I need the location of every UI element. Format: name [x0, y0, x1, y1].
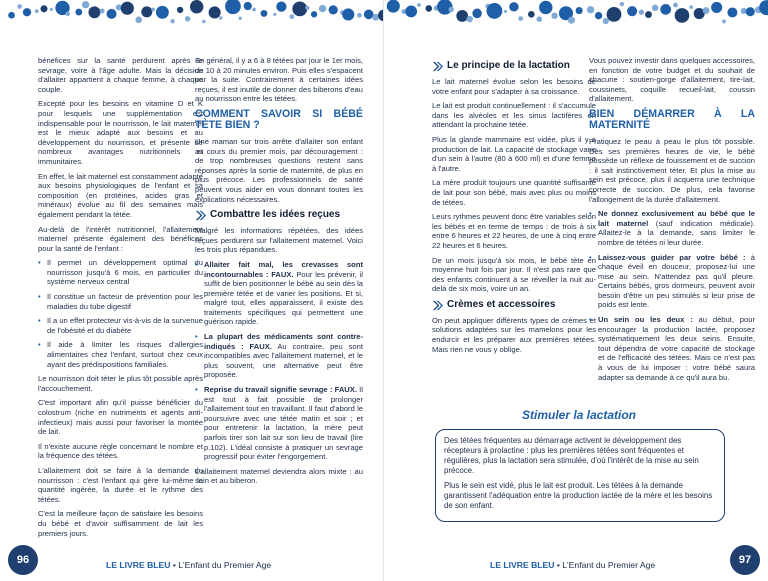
decorative-dot [486, 3, 502, 19]
list-item-text: (sauf indication médicale). Allaitez-le à la demande, sans limiter le nombre de tétées ni leur durée. [598, 218, 755, 247]
decorative-dot [82, 1, 89, 8]
paragraph: On peut appliquer différents types de crèmes et solutions adaptées sur les mamelons pour les endurcir et les préparer aux premières tétées. Mais rien ne vous y oblige. [432, 315, 596, 354]
decorative-dot [252, 8, 256, 12]
section-heading: COMMENT SAVOIR SI BÉBÉ TÈTE BIEN ? [195, 107, 363, 132]
list-item [589, 253, 755, 311]
decorative-dot [23, 8, 31, 16]
list-item [195, 385, 363, 462]
footer-brand: LE LIVRE BLEU [490, 560, 555, 570]
decorative-dot [528, 11, 535, 18]
decorative-dot [425, 5, 432, 12]
decorative-dot [727, 7, 737, 17]
decorative-dot [639, 9, 644, 14]
footer-brand: LE LIVRE BLEU [106, 560, 171, 570]
right-column-1 [432, 56, 596, 359]
list-item: • Il a un effet protecteur vis-à-vis de la survenue de l'obésité et du diabète [38, 316, 203, 335]
stimuler-paragraph-2: Plus le sein est vidé, plus le lait est produit. Les tétées à la demande garantissent l'adéquation entre la production lactée de la mère et les besoins de son enfant. [444, 481, 713, 510]
decorative-dot [121, 2, 134, 15]
paragraph: Pratiquez le peau à peau le plus tôt possible. Dès ses premières heures de vie, le bébé possède un réflexe de fouissement et de succion : il sait instinctivement téter. Et plus la mise au sein est précoce, plus il acquerra une technique correcte de succion. De plus, cela favorise l'allongement de la durée d'allaitement. [589, 136, 755, 204]
subsection-heading-text: Combattre les idées reçues [210, 209, 341, 221]
decorative-dot [185, 16, 190, 21]
decorative-dot [466, 16, 472, 22]
page-number-right: 97 [730, 545, 760, 575]
subsection-heading-text: Le principe de la lactation [447, 60, 570, 71]
decorative-dot [675, 8, 690, 23]
decorative-dot [518, 16, 523, 21]
decorative-dot [364, 10, 374, 20]
decorative-dot [576, 7, 583, 14]
left-column-2 [195, 56, 363, 491]
chevron-double-icon [432, 300, 443, 311]
list-item [589, 209, 755, 247]
decorative-dot [689, 5, 693, 9]
decorative-dot [417, 3, 421, 7]
footer-right [490, 560, 655, 571]
decorative-dot [209, 6, 221, 18]
stimuler-box [435, 429, 725, 522]
decorative-dot [449, 7, 454, 12]
paragraph: Une maman sur trois arrête d'allaiter son enfant au cours du premier mois, par découragement : de trop nombreuses questions restent sans réponses après la sortie de maternité, de plus en plus précoce. Les professionnels de santé peuvent vous aider en vous donnant toutes les explications nécessaires. [195, 136, 363, 204]
decorative-dot [652, 5, 658, 11]
decorative-dot [305, 6, 309, 10]
decorative-dot [75, 9, 82, 16]
decorative-dot [135, 17, 142, 24]
paragraph: L'allaitement maternel deviendra alors mixte : au sein et au biberon. [195, 466, 363, 486]
decorative-dot [170, 19, 174, 23]
dots-decoration-right [384, 0, 768, 28]
paragraph: Plus la glande mammaire est vidée, plus il y a production de lait. La capacité de stockage varie d'un sein à l'autre (80 à 600 ml) et d'une femme à l'autre. [432, 134, 596, 173]
paragraph: bénéfices sur la santé perdurent après le sevrage, voire à l'âge adulte. Mais la décision d'allaiter appartient à chaque femme, à chaque couple. [38, 56, 203, 94]
footer-title: L'Enfant du Premier Age [178, 560, 272, 570]
decorative-dot [88, 6, 100, 18]
paragraph: Le nourrisson doit téter le plus tôt possible après l'accouchement. [38, 374, 203, 393]
decorative-dot [261, 10, 268, 17]
subsection-heading-text: Crèmes et accessoires [447, 298, 556, 310]
decorative-dot [504, 10, 507, 13]
decorative-dot [537, 16, 543, 22]
decorative-dot [190, 0, 203, 13]
list-item-bold: Laissez-vous guider par votre bébé : [598, 252, 746, 262]
decorative-dot [65, 12, 70, 17]
footer-sep: • [554, 560, 563, 570]
paragraph: L'allaitement doit se faire à la demande du nourrisson : c'est l'enfant qui gère lui-même la quantité ingérée, la durée et le rythme des tétées. [38, 465, 203, 504]
decorative-dot [35, 9, 39, 13]
decorative-dot [107, 9, 117, 19]
dots-decoration-left [0, 0, 384, 28]
decorative-dot [357, 13, 362, 18]
decorative-dot [219, 16, 223, 20]
decorative-dot [40, 5, 47, 12]
decorative-dot [587, 6, 594, 13]
list-item-bold: Allaiter fait mal, les crevasses sont incontournables : FAUX. [204, 259, 363, 279]
decorative-dot [387, 0, 400, 13]
decorative-dot [660, 4, 671, 15]
paragraph: Le lait est produit continuellement : il s'accumule dans les alvéoles et les sinus lactifères en attendant la prochaine tétée. [432, 101, 596, 130]
decorative-dot [50, 8, 53, 11]
decorative-dot [627, 6, 637, 16]
list-item [589, 315, 755, 382]
decorative-dot [177, 7, 183, 13]
paragraph: En effet, le lait maternel est constamment adapté aux besoins physiologiques de l'enfant et sa composition (en protéines, acides gras et minéraux) évolue au fil des semaines mais également pendant la tétée. [38, 171, 203, 219]
decorative-dot [17, 4, 22, 9]
decorative-dot [539, 1, 552, 14]
list-item-text: à chaque éveil en douceur, proposez-lui une mise au sein. N'attendez pas qu'il pleure. Certains bébés, gros dormeurs, peuvent avoir besoin d'être un peu stimulés si leur prise de poids est lente. [598, 252, 755, 310]
decorative-dot [759, 0, 768, 15]
list-item-text: Au contraire, peu sont incompatibles avec l'allaitement maternel, et le plus souvent, une alternative peut être proposée. [204, 341, 363, 380]
decorative-dot [568, 17, 575, 24]
decorative-dot [156, 6, 169, 19]
paragraph: Il n'existe aucune règle concernant le nombre et la fréquence des tétées. [38, 441, 203, 461]
section-heading: BIEN DÉMARRER À LA MATERNITÉ [589, 107, 755, 132]
decorative-dot [711, 2, 722, 13]
decorative-dot [722, 20, 726, 24]
list-item-bold: Reprise du travail signifie sevrage : FAUX. [204, 385, 357, 395]
decorative-dot [551, 13, 557, 19]
right-page [384, 0, 768, 581]
decorative-dot [329, 5, 338, 14]
page-number-left: 96 [8, 545, 38, 575]
list-item [195, 332, 363, 380]
decorative-dot [276, 1, 286, 11]
decorative-dot [342, 8, 354, 20]
paragraph: De un mois jusqu'à six mois, le bébé tète en moyenne huit fois par jour. Il n'est pas rare que des enfants continuent à se réveiller la nuit au-delà de six mois, voire un an. [432, 255, 596, 294]
decorative-dot [595, 12, 602, 19]
decorative-dot [645, 11, 652, 18]
decorative-dot [405, 5, 417, 17]
decorative-dot [620, 2, 624, 6]
decorative-dot [456, 10, 468, 22]
footer-left [106, 560, 271, 571]
stimuler-paragraph-1: Des tétées fréquentes au démarrage activent le développement des récepteurs à prolactine : plus les premières tétées sont fréquentes et régulières, plus la lactation sera stimulée, d'où l'intérêt de la mise au sein précoce. [444, 436, 699, 475]
paragraph: Excepté pour les besoins en vitamine D et K pour lesquels une supplémentation est indispensable pour le nourrisson, le lait maternel est le mieux adapté aux besoins et au développement du nourrisson, et présente de nombreux avantages nutritionnels et immunitaires. [38, 99, 203, 166]
decorative-dot [746, 7, 755, 16]
list-item-text: Il est tout à fait possible de prolonger l'allaitement tout en travaillant. Il faut d'abord le poursuivre avec une tétée matin et soir ; et pour entretenir la lactation, la mère peut parfois tirer son lait sur son lieu de travail (lire p.102). L'idéal consiste à pratiquer un sevrage progressif pour éviter l'engorgement. [204, 385, 363, 462]
decorative-dot [311, 11, 317, 17]
decorative-dot [292, 1, 307, 16]
paragraph: Malgré les informations répétées, des idées reçues perdurent sur l'allaitement maternel. Voici les trois plus répandues. [195, 226, 363, 255]
decorative-dot [607, 7, 622, 22]
decorative-dot [244, 2, 252, 10]
list-item-text: au début, pour encourager la production lactée, proposez systématiquement les deux seins. Ensuite, tout dépendra de votre capacité de stockage et de l'efficacité des tétées. Mais ce n'est pas à vous de lui imposer : votre bébé saura adapter sa demande à ce qu'il aura bu. [598, 315, 756, 382]
chevron-double-icon [195, 210, 206, 221]
decorative-dot [319, 5, 326, 12]
footer-sep: • [170, 560, 179, 570]
decorative-dot [603, 18, 609, 24]
subsection-heading [195, 209, 363, 221]
list-item [195, 260, 363, 327]
subsection-heading [432, 299, 596, 311]
decorative-dot [100, 9, 105, 14]
right-column-2 [589, 56, 755, 387]
footer-title: L'Enfant du Premier Age [562, 560, 656, 570]
decorative-dot [673, 3, 678, 8]
decorative-dot [238, 17, 241, 20]
list-item: • Il constitue un facteur de prévention pour les maladies du tube digestif [38, 292, 203, 311]
decorative-dot [151, 8, 155, 12]
paragraph: C'est important afin qu'il puisse bénéficier du colostrum (riche en nutriments et agents anti-infectieux) mais aussi pour favoriser la montée de lait. [38, 398, 203, 437]
decorative-dot [273, 13, 276, 16]
decorative-dot [225, 0, 241, 14]
left-column-1 [38, 56, 203, 543]
paragraph: C'est la meilleure façon de satisfaire les besoins du bébé et d'avoir suffisamment de lait les premiers jours. [38, 509, 203, 538]
chevron-double-icon [432, 61, 443, 72]
paragraph: Le lait maternel évolue selon les besoins de votre enfant pour s'adapter à sa croissance. [432, 77, 596, 96]
list-item-bold: Ne donnez exclusivement au bébé que le lait maternel [598, 209, 755, 228]
paragraph: Vous pouvez investir dans quelques accessoires, en fonction de votre budget et du souhait de chacune : soutien-gorge d'allaitement, tire-lait, coussinets, coquille recueil-lait, coussin d'allaitement. [589, 56, 755, 104]
decorative-dot [8, 12, 15, 19]
paragraph: En général, il y a 6 à 8 tétées par jour le 1er mois, de 10 à 20 minutes environ. Puis elles s'espacent par la suite. Contrairement à certaines idées reçues, il est inutile de donner des biberons d'eau au nourrisson entre les tétées. [195, 56, 363, 104]
paragraph: Leurs rythmes peuvent donc être variables selon les bébés et en terme de temps : de trois à six entre 6 heures et 22 heures, de une à cinq entre 22 heures et 6 heures. [432, 212, 596, 250]
subsection-heading [432, 60, 596, 72]
decorative-dot [372, 14, 379, 21]
paragraph: Au-delà de l'intérêt nutritionnel, l'allaitement maternel présente également des bénéfices pour la santé de l'enfant : [38, 224, 203, 253]
list-item: • Il permet un développement optimal du nourrisson jusqu'à 6 mois, en particulier du système nerveux central [38, 258, 203, 287]
decorative-dot [472, 9, 482, 19]
paragraph: La mère produit toujours une quantité suffisante de lait pour son bébé, mais avec plus ou moins de tétées. [432, 178, 596, 207]
list-item-text: Pour les prévenir, il suffit de bien positionner le bébé au sein dès la première tétée et de varier les positions. Et si, malgré tout, elles apparaissent, il existe des traitements spécifiques qui permettent une guérison rapide. [204, 269, 363, 327]
list-item-bold: La plupart des médicaments sont contre-indiqués : FAUX. [204, 332, 363, 351]
decorative-dot [509, 2, 518, 11]
decorative-dot [289, 14, 294, 19]
decorative-dot [703, 7, 710, 14]
stimuler-title: Stimuler la lactation [521, 408, 637, 422]
list-item-bold: Un sein ou les deux : [598, 315, 693, 325]
decorative-dot [141, 6, 152, 17]
decorative-dot [202, 20, 205, 23]
list-item: • Il aide à limiter les risques d'allergies alimentaires chez l'enfant, surtout chez ceux ayant des prédispositions familiales. [38, 340, 203, 369]
